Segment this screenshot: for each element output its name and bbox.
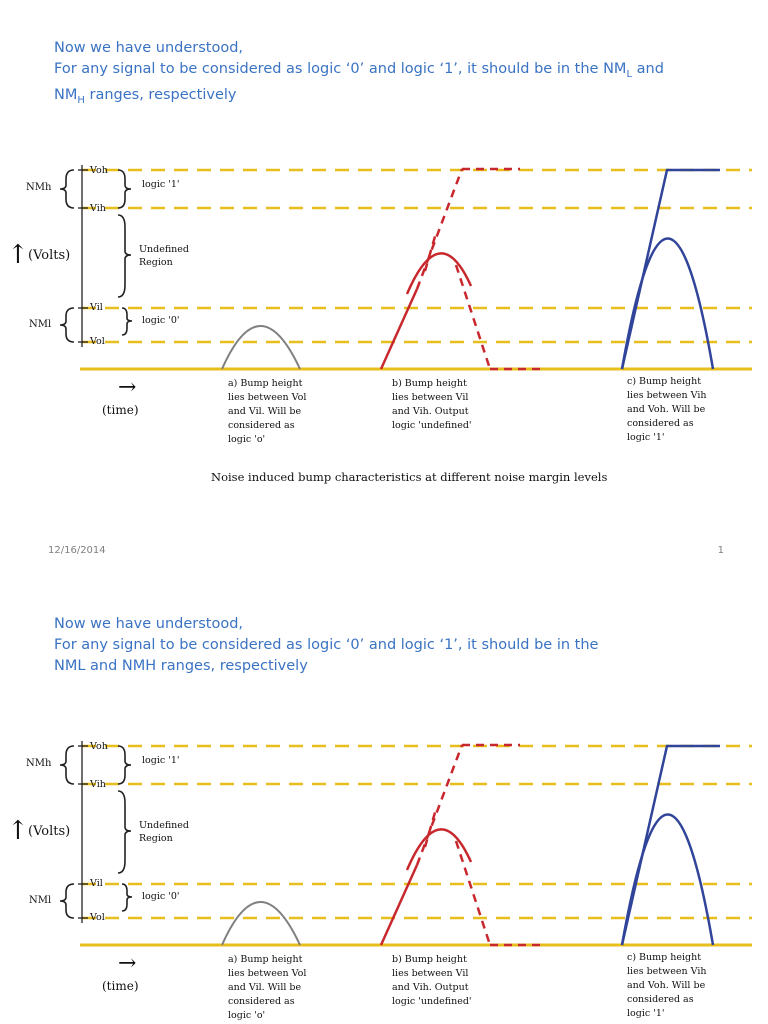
nmh-label: NMh [26, 758, 52, 769]
y-axis-label: (Volts) [28, 824, 71, 839]
undefined-label-line2: Region [139, 833, 173, 844]
case-c-description [627, 375, 706, 445]
case-b-line: b) Bump height [392, 954, 467, 965]
nml-label: NMl [29, 319, 52, 330]
case-b-line: b) Bump height [392, 378, 467, 389]
case-c-line: lies between Vih [627, 966, 707, 977]
case-c-line: and Voh. Will be [627, 404, 706, 415]
braces [60, 746, 132, 918]
case-a-line: logic 'o' [228, 1010, 266, 1021]
case-b-description [392, 377, 472, 433]
vih-label: Vih [90, 779, 106, 790]
figure-caption: Noise induced bump characteristics at different noise margin levels [211, 470, 608, 484]
vol-label: Vol [90, 336, 105, 347]
heading-line-3 [54, 85, 754, 111]
nmh-brace [60, 170, 74, 208]
case-c-line: logic '1' [627, 432, 665, 443]
right-arrow-icon: → [118, 375, 137, 400]
case-a-line: lies between Vol [228, 968, 307, 979]
case-c-line: c) Bump height [627, 952, 702, 963]
x-axis-label: (time) [102, 403, 139, 417]
heading-line-1: Now we have understood, [54, 616, 244, 632]
nmh-label: NMh [26, 182, 52, 193]
case-b-line: lies between Vil [392, 392, 469, 403]
case-a-line: and Vil. Will be [228, 982, 302, 993]
undefined-label-line1: Undefined [139, 820, 189, 831]
noise-margin-figure [0, 155, 768, 495]
case-c-description [627, 951, 706, 1021]
noise-margin-figure [0, 731, 768, 1024]
slide-heading [54, 614, 754, 677]
heading-line-2-text: For any signal to be considered as logic ‘0’ and logic ‘1’, it should be in the NM [54, 61, 627, 77]
case-a-bump [222, 902, 300, 945]
logic0-brace [122, 884, 132, 911]
slide-date: 12/16/2014 [48, 545, 106, 556]
case-b-line: logic 'undefined' [392, 420, 472, 431]
case-c-bump [622, 746, 720, 945]
logic1-label: logic '1' [142, 755, 180, 766]
case-c-line: lies between Vih [627, 390, 707, 401]
heading-subscript-h: H [77, 94, 85, 106]
slide-heading [54, 38, 754, 111]
logic1-label: logic '1' [142, 179, 180, 190]
up-arrow-icon: ↑ [7, 816, 29, 846]
voltage-axis [78, 741, 88, 923]
case-a-bump [222, 326, 300, 369]
logic0-brace [122, 308, 132, 335]
undefined-label-line2: Region [139, 257, 173, 268]
logic1-brace [118, 746, 131, 784]
undefined-brace [118, 215, 131, 297]
nmh-brace [60, 746, 74, 784]
case-a-line: logic 'o' [228, 434, 266, 445]
case-a-description [228, 953, 306, 1023]
case-a-description [228, 377, 306, 447]
case-b-line: and Vih. Output [392, 982, 469, 993]
nml-brace [60, 884, 74, 918]
heading-line-2 [54, 59, 754, 85]
case-b-description [392, 953, 472, 1009]
heading-line-2: For any signal to be considered as logic ‘0’ and logic ‘1’, it should be in the [54, 637, 599, 653]
case-c-line: logic '1' [627, 1008, 665, 1019]
case-a-line: considered as [228, 996, 295, 1007]
voh-label: Voh [90, 741, 108, 752]
slide-number: 1 [717, 545, 724, 556]
slide-2 [0, 576, 768, 1024]
case-a-line: lies between Vol [228, 392, 307, 403]
up-arrow-icon: ↑ [7, 240, 29, 270]
case-b-bump [381, 745, 545, 945]
case-b-line: and Vih. Output [392, 406, 469, 417]
case-a-line: a) Bump height [228, 954, 303, 965]
case-b-line: lies between Vil [392, 968, 469, 979]
undefined-label-line1: Undefined [139, 244, 189, 255]
voh-label: Voh [90, 165, 108, 176]
case-c-line: and Voh. Will be [627, 980, 706, 991]
x-axis-label: (time) [102, 979, 139, 993]
y-axis-label: (Volts) [28, 248, 71, 263]
case-a-line: considered as [228, 420, 295, 431]
heading-line-1: Now we have understood, [54, 40, 244, 56]
case-c-line: c) Bump height [627, 376, 702, 387]
logic0-label: logic '0' [142, 891, 180, 902]
case-c-bump [622, 170, 720, 369]
case-c-line: considered as [627, 994, 694, 1005]
undefined-brace [118, 791, 131, 873]
logic1-brace [118, 170, 131, 208]
case-b-line: logic 'undefined' [392, 996, 472, 1007]
case-a-line: a) Bump height [228, 378, 303, 389]
nml-brace [60, 308, 74, 342]
case-b-bump [381, 169, 545, 369]
vol-label: Vol [90, 912, 105, 923]
vih-label: Vih [90, 203, 106, 214]
case-a-line: and Vil. Will be [228, 406, 302, 417]
nml-label: NMl [29, 895, 52, 906]
heading-line-3-a: NM [54, 86, 78, 103]
case-c-line: considered as [627, 418, 694, 429]
right-arrow-icon: → [118, 951, 137, 976]
heading-line-2-end: and [632, 61, 664, 77]
braces [60, 170, 132, 342]
heading-line-3-b: ranges, respectively [84, 86, 237, 103]
vil-label: Vil [90, 878, 103, 889]
vil-label: Vil [90, 302, 103, 313]
heading-subscript-l: L [626, 68, 633, 80]
heading-line-3: NML and NMH ranges, respectively [54, 658, 308, 674]
logic0-label: logic '0' [142, 315, 180, 326]
voltage-axis [78, 165, 88, 347]
